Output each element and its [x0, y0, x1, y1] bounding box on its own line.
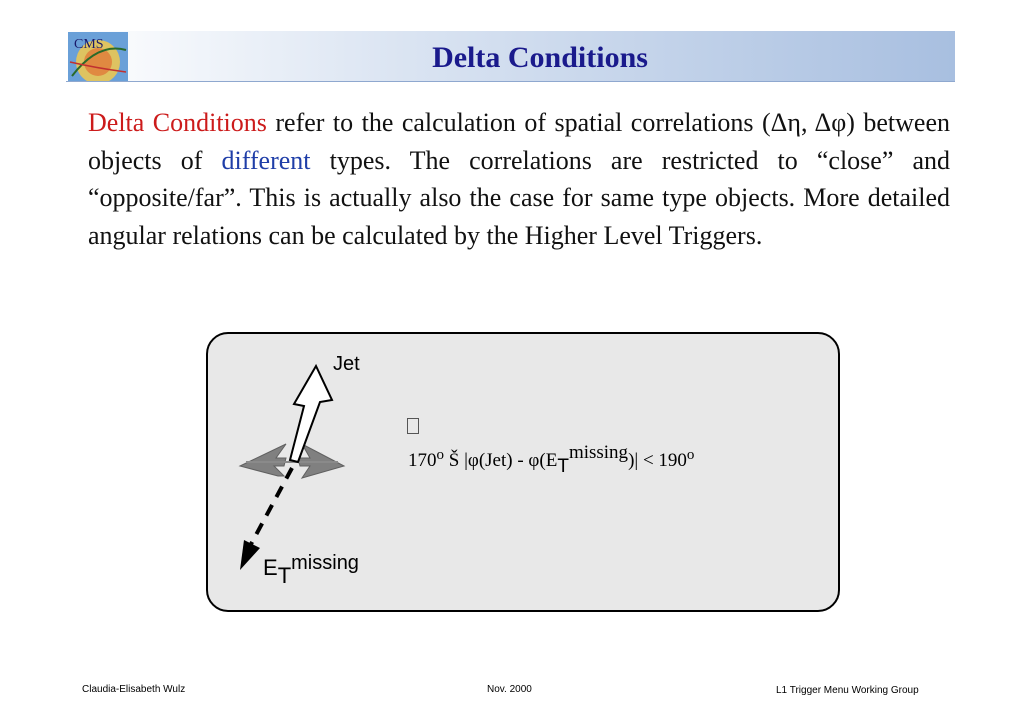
lead-term: Delta Conditions — [88, 108, 267, 137]
met-arrow-line — [250, 468, 292, 546]
cms-logo — [68, 32, 128, 81]
grey-arrow-left — [240, 444, 286, 476]
jet-arrow — [290, 366, 332, 462]
logo-text: CMS — [74, 37, 104, 52]
delta-phi-formula: 170$^o$ Š |φ(Jet) - φ(ETmissing)| < $190^o$ — [408, 442, 695, 477]
met-arrowhead — [240, 540, 260, 570]
footer-group: L1 Trigger Menu Working Group — [776, 685, 919, 696]
page-title: Delta Conditions — [432, 41, 648, 74]
body-paragraph — [88, 104, 950, 254]
missing-glyph-box — [407, 418, 419, 434]
body-segment-2: types. The correlations are restricted to “close” and “opposite/far”. This is actually also the case for same type objects. More detailed angular relations can be calculated by the Higher Level Triggers. — [88, 145, 950, 250]
footer-author: Claudia-Elisabeth Wulz — [82, 684, 186, 695]
emphasis-word: different — [221, 145, 311, 175]
et-missing-label: ETmissing — [263, 552, 359, 588]
footer-date: Nov. 2000 — [487, 684, 532, 695]
jet-label: Jet — [333, 353, 360, 375]
body-segment-1: refer to the calculation of spatial correlations (Δη, Δφ) between objects of — [88, 108, 950, 175]
